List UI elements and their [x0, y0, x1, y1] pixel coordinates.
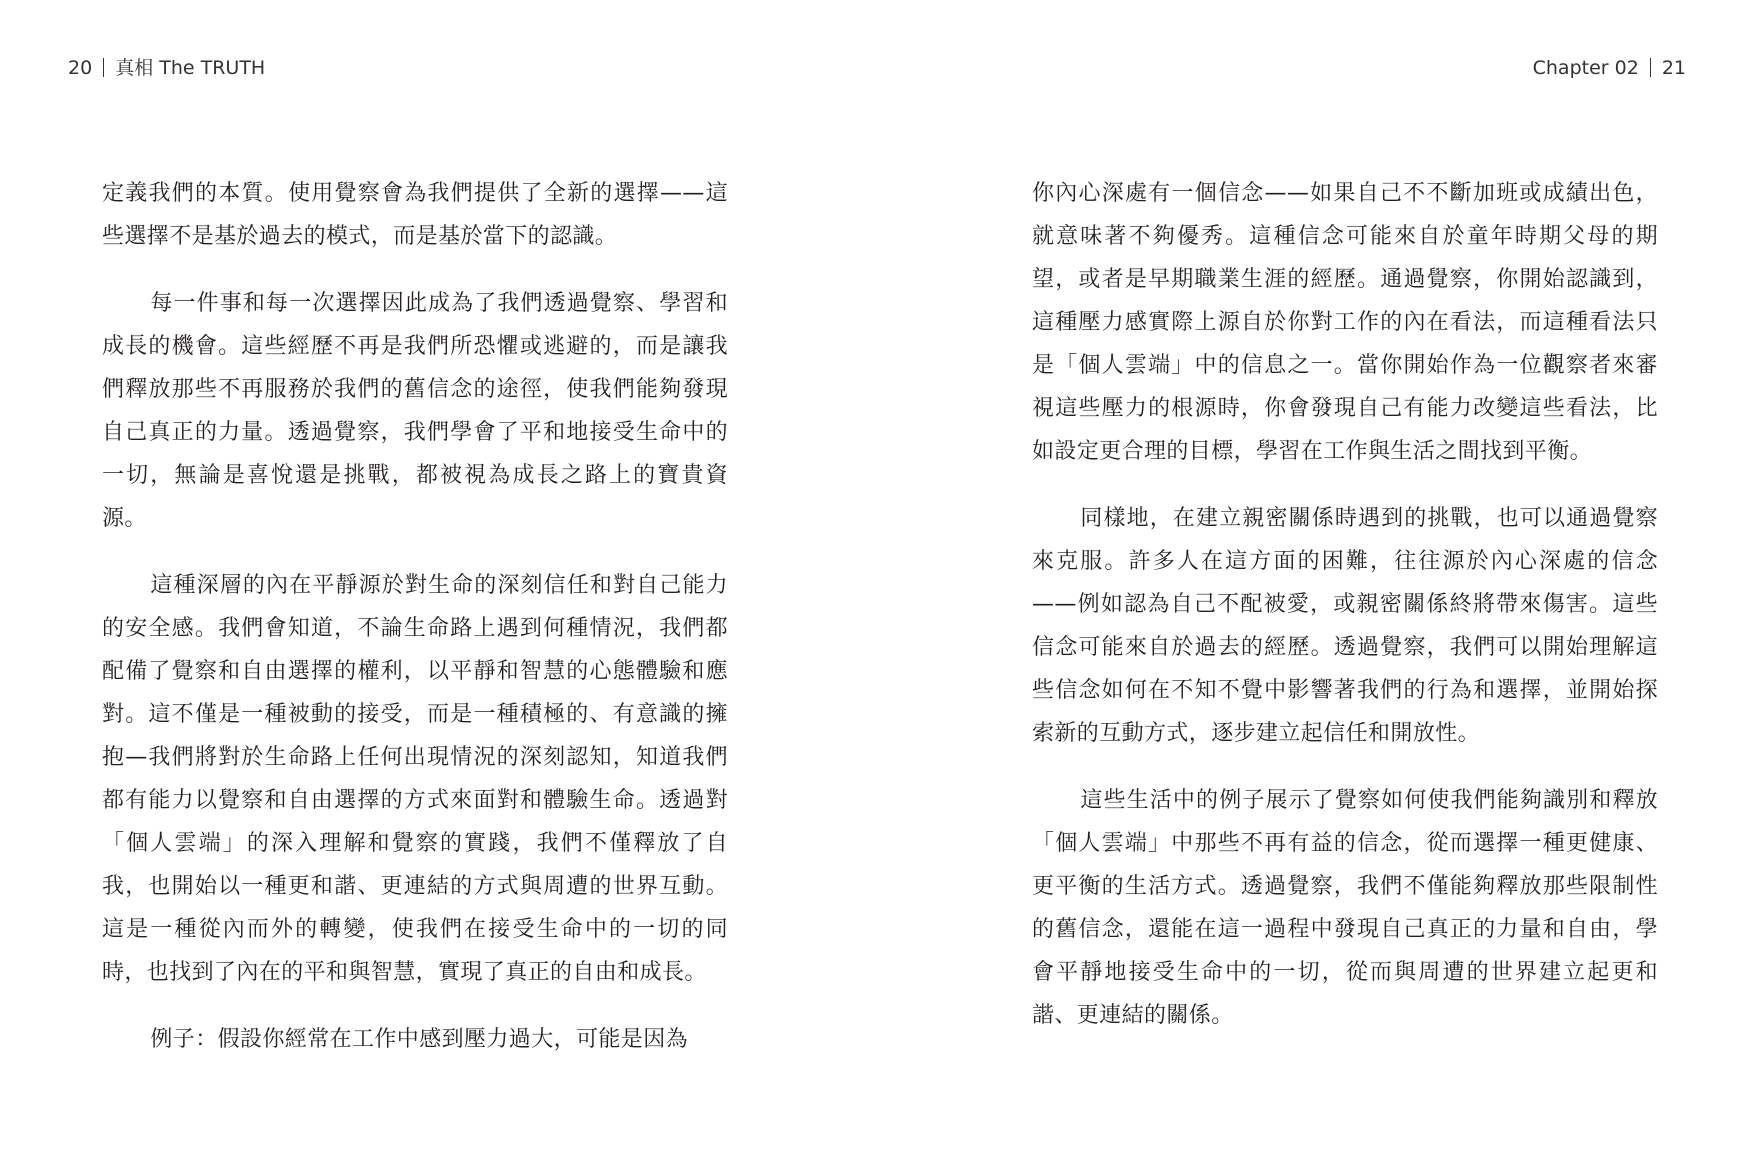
left-page-number: 20 — [68, 57, 93, 79]
right-page-number: 21 — [1661, 57, 1686, 79]
left-paragraph-3: 這種深層的內在平靜源於對生命的深刻信任和對自己能力的安全感。我們會知道，不論生命路上遇到何種情況，我們都配備了覺察和自由選擇的權利，以平靜和智慧的心態體驗和應對。這不僅是一種被動的接受，而是一種積極的、有意識的擁抱—我們將對於生命路上任何出現情況的深刻認知，知道我們都有能力以覺察和自由選擇的方式來面對和體驗生命。透過對「個人雲端」的深入理解和覺察的實踐，我們不僅釋放了自我，也開始以一種更和諧、更連結的方式與周遭的世界互動。這是一種從內而外的轉變，使我們在接受生命中的一切的同時，也找到了內在的平和與智慧，實現了真正的自由和成長。 — [102, 573, 728, 985]
right-page-body — [1032, 172, 1658, 1061]
right-paragraph-1: 你內心深處有一個信念——如果自己不不斷加班或成績出色，就意味著不夠優秀。這種信念可能來自於童年時期父母的期望，或者是早期職業生涯的經歷。通過覺察，你開始認識到，這種壓力感實際上源自於你對工作的內在看法，而這種看法只是「個人雲端」中的信息之一。當你開始作為一位觀察者來審視這些壓力的根源時，你會發現自己有能力改變這些看法，比如設定更合理的目標，學習在工作與生活之間找到平衡。 — [1032, 181, 1658, 464]
book-title: 真相 The TRUTH — [115, 57, 266, 79]
left-running-head — [68, 56, 265, 80]
left-paragraph-1: 定義我們的本質。使用覺察會為我們提供了全新的選擇——這些選擇不是基於過去的模式，而是基於當下的認識。 — [102, 181, 728, 249]
right-paragraph-2: 同樣地，在建立親密關係時遇到的挑戰，也可以通過覺察來克服。許多人在這方面的困難，往往源於內心深處的信念——例如認為自己不配被愛，或親密關係終將帶來傷害。這些信念可能來自於過去的經歷。透過覺察，我們可以開始理解這些信念如何在不知不覺中影響著我們的行為和選擇，並開始探索新的互動方式，逐步建立起信任和開放性。 — [1032, 506, 1658, 746]
left-page-body — [102, 172, 728, 1085]
header-separator — [103, 58, 104, 77]
right-paragraph-3: 這些生活中的例子展示了覺察如何使我們能夠識別和釋放「個人雲端」中那些不再有益的信念，從而選擇一種更健康、更平衡的生活方式。透過覺察，我們不僅能夠釋放那些限制性的舊信念，還能在這一過程中發現自己真正的力量和自由，學會平靜地接受生命中的一切，從而與周遭的世界建立起更和諧、更連結的關係。 — [1032, 788, 1658, 1028]
right-running-head — [1533, 56, 1686, 80]
header-separator — [1650, 58, 1651, 77]
left-paragraph-2: 每一件事和每一次選擇因此成為了我們透過覺察、學習和成長的機會。這些經歷不再是我們所恐懼或逃避的，而是讓我們釋放那些不再服務於我們的舊信念的途徑，使我們能夠發現自己真正的力量。透過覺察，我們學會了平和地接受生命中的一切，無論是喜悅還是挑戰，都被視為成長之路上的寶貴資源。 — [102, 291, 728, 531]
chapter-label: Chapter 02 — [1532, 57, 1639, 79]
left-paragraph-4: 例子：假設你經常在工作中感到壓力過大，可能是因為 — [150, 1027, 688, 1052]
